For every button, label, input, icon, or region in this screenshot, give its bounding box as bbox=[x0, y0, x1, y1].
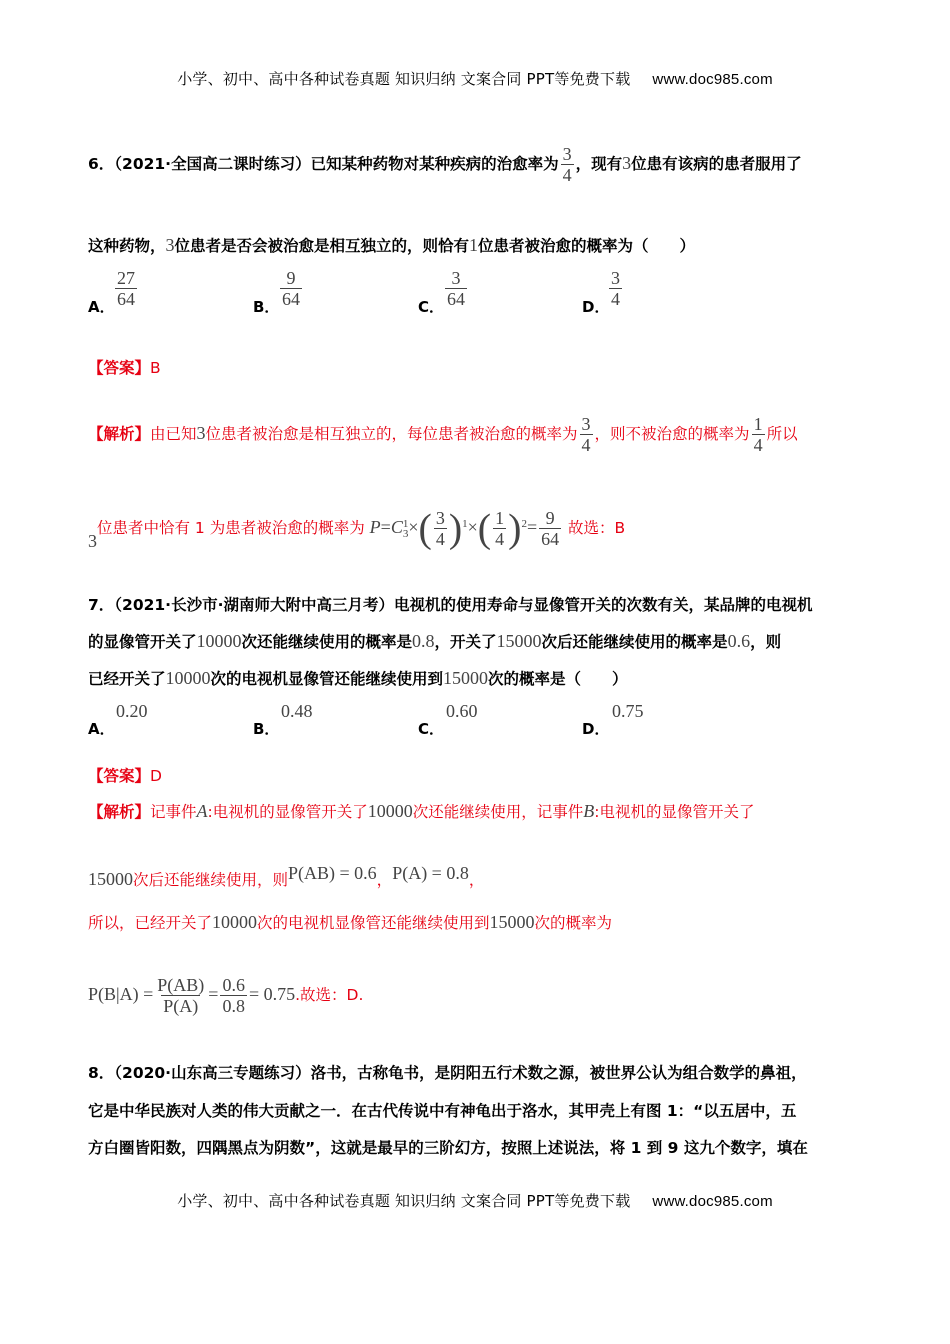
q7-option-d-value: 0.75 bbox=[612, 701, 644, 721]
q6-analysis-1: 【解析】由已知3位患者被治愈是相互独立的，每位患者被治愈的概率为 $\frac{3}{4}$ ，则不被治愈的概率为 $\frac{1}{4}$ 所以 bbox=[88, 414, 798, 455]
page-header bbox=[0, 68, 950, 89]
q7-line-2: 的显像管开关了10000次还能继续使用的概率是0.8，开关了15000次后还能继续使用的概率是0.6，则 bbox=[88, 631, 782, 651]
q7-number: 7． bbox=[88, 596, 115, 614]
q6-answer bbox=[88, 356, 161, 380]
q6-option-b-label: B． bbox=[253, 298, 280, 316]
page-footer bbox=[0, 1190, 950, 1211]
answer-value: D bbox=[150, 767, 162, 785]
answer-value: B bbox=[150, 359, 161, 377]
q6-line-2 bbox=[88, 233, 695, 258]
q7-option-a-value: 0.20 bbox=[116, 701, 148, 721]
q6-option-d-value: $\frac{3}{4}$ bbox=[611, 268, 620, 309]
q7-analysis-4: P(B|A) = $\frac{P(AB)}{P(A)}$ = $\frac{0.6}{0.8}$ = 0.75.故选：D. bbox=[88, 975, 364, 1016]
q6-option-c-value: $\frac{3}{64}$ bbox=[447, 268, 465, 309]
q6-math: 1 bbox=[469, 235, 479, 255]
q6-math: 3 bbox=[165, 235, 175, 255]
q8-line-3: 方白圈皆阳数，四隅黑点为阴数”，这就是最早的三阶幻方，按照上述说法，将 1 到 9 这九个数字，填在 bbox=[88, 1139, 808, 1157]
q6-option-c-label: C． bbox=[418, 298, 445, 316]
q7-analysis-3: 所以，已经开关了10000次的电视机显像管还能继续使用到15000次的概率为 bbox=[88, 912, 613, 932]
q7-answer bbox=[88, 764, 162, 788]
q7-option-c-label: C． bbox=[418, 720, 445, 738]
answer-tag: 【答案】 bbox=[88, 767, 151, 785]
q7-option-b-label: B． bbox=[253, 720, 280, 738]
q6-an-frac-1: $\frac{3}{4}$ bbox=[581, 414, 591, 455]
q6-analysis-2: 3位患者中恰有 1 为患者被治愈的概率为 P=C 1 3 ×( $\frac{3}{4}$ )$^1$×( $\frac{1}{4}$ )$^2$= $\frac{9}{64}$ 故选：B bbox=[88, 505, 626, 551]
q7-option-b-value: 0.48 bbox=[281, 701, 313, 721]
q6-option-a-label: A． bbox=[88, 298, 115, 316]
q7-option-c-value: 0.60 bbox=[446, 701, 478, 721]
q6-option-d-label: D． bbox=[582, 298, 610, 316]
q6-an-frac-2: $\frac{1}{4}$ bbox=[753, 414, 763, 455]
q6-line-1 bbox=[88, 144, 802, 185]
q6-text: 这种药物， bbox=[88, 237, 166, 255]
q6-option-b-value: $\frac{9}{64}$ bbox=[282, 268, 300, 309]
q7-option-a-label: A． bbox=[88, 720, 115, 738]
q6-text: 已知某种药物对某种疾病的治愈率为 bbox=[310, 155, 559, 173]
q7-line-3: 已经开关了10000次的电视机显像管还能继续使用到15000次的概率是（ ） bbox=[88, 668, 628, 688]
q6-text: 位患者被治愈的概率为（ ） bbox=[478, 237, 696, 255]
q8-line-1: 8．（2020·山东高三专题练习）洛书，古称龟书，是阴阳五行术数之源，被世界公认为组合数学的鼻祖， bbox=[88, 1064, 807, 1082]
q6-math: 3 bbox=[622, 153, 632, 173]
q6-option-a-value: $\frac{27}{64}$ bbox=[117, 268, 135, 309]
analysis-tag: 【解析】 bbox=[88, 803, 151, 821]
q7-option-d-label: D． bbox=[582, 720, 610, 738]
q6-text: 位患者是否会被治愈是相互独立的，则恰有 bbox=[174, 237, 470, 255]
q7-analysis-2: 15000次后还能继续使用，则P(AB) = 0.6，P(A) = 0.8， bbox=[88, 863, 485, 889]
answer-tag: 【答案】 bbox=[88, 359, 151, 377]
q7-line-1: 7．（2021·长沙市·湖南师大附中高三月考）电视机的使用寿命与显像管开关的次数有关，某品牌的电视机 bbox=[88, 596, 813, 614]
q7-cond-formula: P(B|A) = $\frac{P(AB)}{P(A)}$ = $\frac{0.6}{0.8}$ = 0.75 bbox=[88, 975, 296, 1016]
header-url[interactable]: www.doc985.com bbox=[652, 71, 773, 88]
q6-text: ，现有 bbox=[575, 155, 623, 173]
analysis-tag: 【解析】 bbox=[88, 425, 151, 443]
q7-source: （2021·长沙市·湖南师大附中高三月考） bbox=[114, 596, 394, 614]
q8-line-2: 它是中华民族对人类的伟大贡献之一．在古代传说中有神龟出于洛水，其甲壳上有图 1：“以五居中，五 bbox=[88, 1102, 797, 1120]
q7-analysis-1: 【解析】记事件A:电视机的显像管开关了10000次还能继续使用，记事件B:电视机的显像管开关了 bbox=[88, 801, 755, 821]
q6-rate-fraction: $\frac{3}{4}$ bbox=[562, 144, 572, 185]
q6-math: 3 bbox=[88, 531, 97, 551]
footer-url[interactable]: www.doc985.com bbox=[652, 1193, 773, 1210]
q8-source: （2020·山东高三专题练习） bbox=[114, 1064, 311, 1082]
header-text: 小学、初中、高中各种试卷真题 知识归纳 文案合同 PPT等免费下载 bbox=[177, 70, 631, 88]
q8-number: 8． bbox=[88, 1064, 115, 1082]
q6-text: 位患有该病的患者服用了 bbox=[631, 155, 802, 173]
q6-formula: P=C 1 3 ×( $\frac{3}{4}$ )$^1$×( $\frac{1}{4}$ )$^2$= $\frac{9}{64}$ bbox=[369, 505, 560, 551]
footer-text: 小学、初中、高中各种试卷真题 知识归纳 文案合同 PPT等免费下载 bbox=[177, 1192, 631, 1210]
q6-source: （2021·全国高二课时练习） bbox=[114, 155, 311, 173]
q6-number: 6． bbox=[88, 155, 115, 173]
